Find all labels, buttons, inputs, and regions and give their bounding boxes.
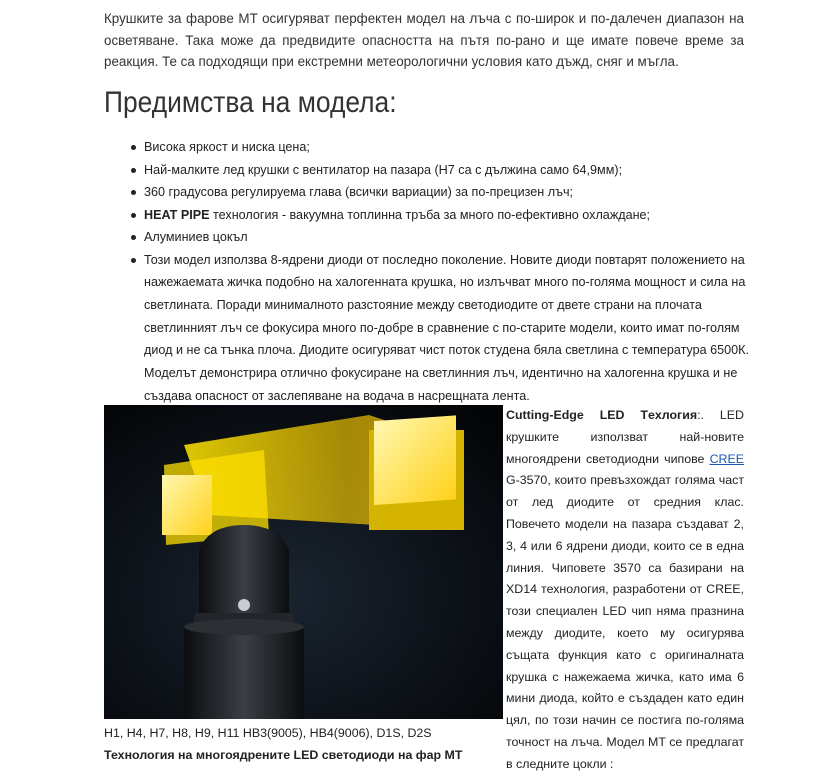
heat-pipe-bold: HEAT PIPE [144,207,210,222]
list-item: Алуминиев цокъл [104,226,754,249]
cutting-edge-text-rest: G-3570, които превъзхождат голяма част от лед диодите от средния клас. Повечето модели на пазара създават 2, 3, 4 или 6 ядрени диоди, които се в една линия. Чиповете 3570 са базирани на XD14 технология, разработени от CREE, този специален LED чип няма празнина между диодите, което му осигурява същата функция като с оригиналната крушка с нажежаема жичка, като има 6 мини диода, който е създаден като един цял, по този начин се постига по-голяма точност на лъча. Модел MT се предлагат в следните цокли : [506,473,744,771]
list-item: Най-малките лед крушки с вентилатор на пазара (Н7 са с дължина само 64,9мм); [104,159,754,182]
intro-paragraph: Крушките за фарове MT осигуряват перфектен модел на лъча с по-широк и по-далечен диапазон на осветяване. Така може да предвидите опасността на пътя по-рано и ще имате повече време за реакция. Те са подходящи при екстремни метеорологични условия като дъжд, сняг и мъгла. [104,11,744,69]
advantages-list [104,136,754,407]
cutting-edge-text: :. LED крушките използват най-новите многоядрени светодиодни чипове [506,408,744,466]
led-bulb-illustration [104,405,503,719]
heat-pipe-text: технология - вакуумна топлинна тръба за много по-ефективно охлаждане; [209,207,651,222]
advantages-heading: Предимства на модела: [104,86,397,119]
cutting-edge-bold: Cutting-Edge LED Тexлогия [506,408,698,422]
list-item: Този модел използва 8-ядрени диоди от последно поколение. Новите диоди повтарят положението на нажежаемата жичка подобно на халогенната крушка, но излъчват много по-голяма мощност и сила на светлината. Поради минималното разстояние между светодиодите от двете страни на плочата светлинният лъч се фокусира много по-добре в сравнение с по-старите модели, които имат по-голям диод и не са тънка плоча. Диодите осигуряват чист поток студена бяла светлина с температура 6500К. Моделът демонстрира отлично фокусиране на светлинния лъч, идентично на халогенна крушка и не създава опасност от заслепяване на водача в насрещната лента. [104,249,756,408]
cutting-edge-paragraph [506,405,744,776]
list-item: 360 градусова регулируема глава (всички вариации) за по-прецизен лъч; [104,181,754,204]
list-item: Висока яркост и ниска цена; [104,136,754,159]
socket-list: H1, H4, H7, H8, H9, H11 HB3(9005), HB4(9006), D1S, D2S [104,726,432,740]
cree-link[interactable]: CREE [709,451,744,466]
next-heading-cut: Технология на многоядрените LED светодиоди на фар MT [104,748,463,762]
led-bulb-photo [104,405,503,719]
list-item [104,204,754,227]
